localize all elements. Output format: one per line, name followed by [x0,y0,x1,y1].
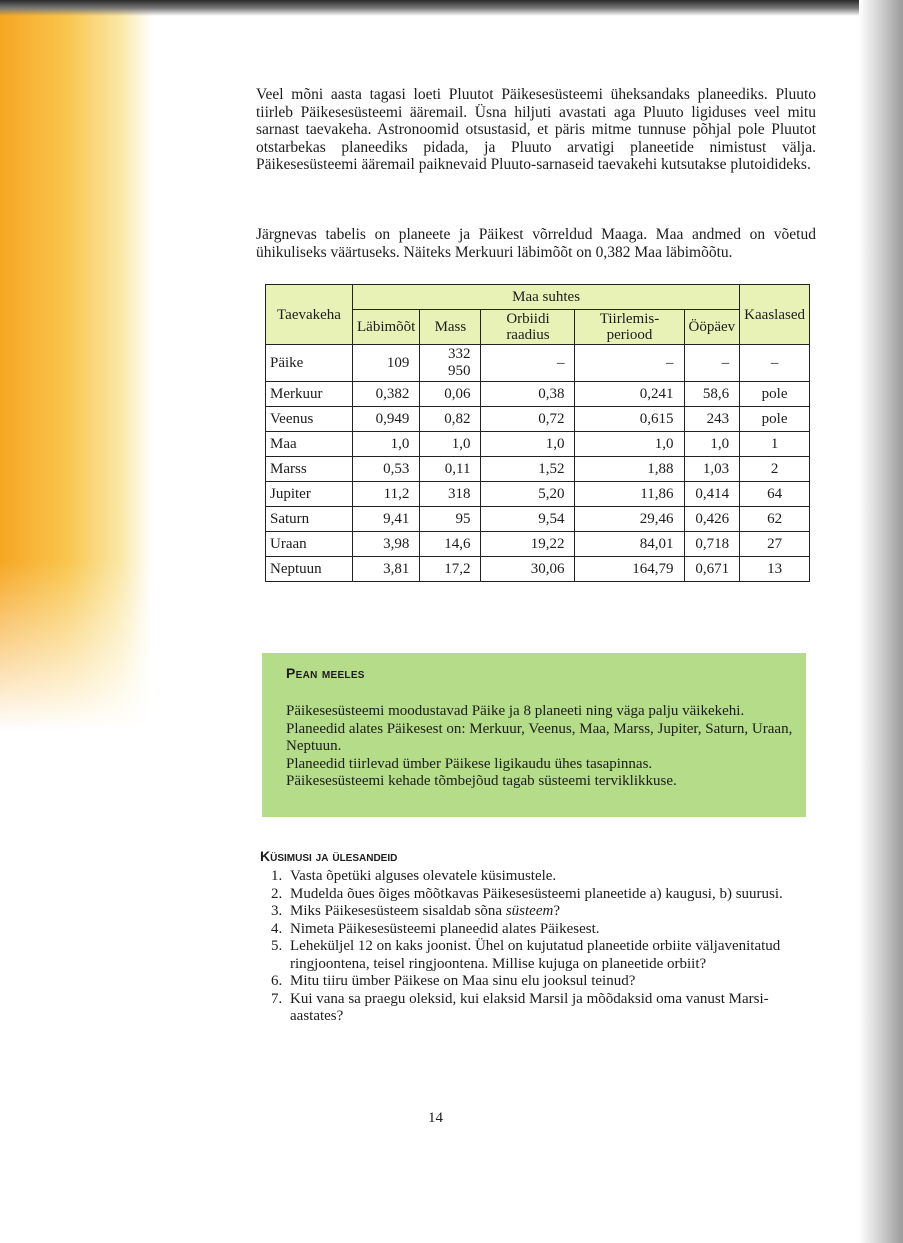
question-item: 3. Miks Päikesesüsteem sisaldab sõna süsteem? [286,903,786,921]
table-row [266,482,810,507]
question-item: 6. Mitu tiiru ümber Päikese on Maa sinu elu jooksul teinud? [286,973,786,991]
table-header-row [266,285,810,310]
cell-mass: 95 [420,507,481,532]
cell-diameter: 3,98 [353,532,420,557]
cell-orbital-period: 29,46 [575,507,684,532]
cell-moons: 13 [740,557,810,582]
cell-diameter: 0,382 [353,382,420,407]
cell-orbit-radius: 19,22 [481,532,575,557]
cell-day-length: 1,0 [684,432,740,457]
cell-day-length: 0,718 [684,532,740,557]
question-item: 5. Leheküljel 12 on kaks joonist. Ühel on kujutatud planeetide orbiite väljavenitatud ringjoontena, teisel ringjoontena. Millise kujuga on planeetide orbiit? [286,938,786,973]
question-item: 2. Mudelda õues õiges mõõtkavas Päikesesüsteemi planeetide a) kaugusi, b) suurusi. [286,886,786,904]
cell-orbital-period: 11,86 [575,482,684,507]
cell-moons: pole [740,382,810,407]
remember-line: Planeedid tiirlevad ümber Päikese ligikaudu ühes tasapinnas. [286,755,653,772]
cell-orbital-period: 84,01 [575,532,684,557]
cell-orbital-period: 1,88 [575,457,684,482]
cell-mass: 17,2 [420,557,481,582]
cell-diameter: 0,949 [353,407,420,432]
table-row [266,382,810,407]
cell-orbit-radius: – [481,345,575,382]
remember-title: Pean meeles [286,665,365,681]
cell-diameter: 109 [353,345,420,382]
table-row [266,507,810,532]
header-mass: Mass [420,310,481,345]
cell-orbital-period: – [575,345,684,382]
cell-day-length: 243 [684,407,740,432]
cell-moons: pole [740,407,810,432]
cell-diameter: 3,81 [353,557,420,582]
remember-line: Päikesesüsteemi kehade tõmbejõud tagab süsteemi terviklikkuse. [286,773,677,789]
table-row [266,457,810,482]
cell-body-name: Marss [266,457,353,482]
cell-orbit-radius: 1,52 [481,457,575,482]
cell-mass: 332 950 [420,345,481,382]
cell-orbit-radius: 9,54 [481,507,575,532]
cell-diameter: 1,0 [353,432,420,457]
table-row [266,407,810,432]
page-number: 14 [428,1110,443,1126]
cell-body-name: Päike [266,345,353,382]
remember-text [286,703,796,791]
header-orbital-period: Tiirlemis-periood [575,310,684,345]
cell-moons: 64 [740,482,810,507]
table-row [266,532,810,557]
cell-diameter: 11,2 [353,482,420,507]
table-body [266,345,810,582]
cell-body-name: Saturn [266,507,353,532]
planet-comparison-table [265,284,810,582]
side-band-fade [0,560,152,1243]
cell-body-name: Merkuur [266,382,353,407]
question-item: 7. Kui vana sa praegu oleksid, kui elaksid Marsil ja mõõdaksid oma vanust Marsi-aastates? [286,991,786,1026]
cell-orbital-period: 0,615 [575,407,684,432]
intro-paragraph-table: Järgnevas tabelis on planeete ja Päikest võrreldud Maaga. Maa andmed on võetud ühikuliseks väärtuseks. Näiteks Merkuuri läbimõõt on 0,382 Maa läbimõõtu. [256,226,816,261]
cell-moons: 62 [740,507,810,532]
scan-right-edge [859,0,903,1243]
cell-body-name: Jupiter [266,482,353,507]
cell-mass: 0,82 [420,407,481,432]
scan-top-edge [0,0,903,16]
cell-moons: 2 [740,457,810,482]
header-body: Taevakeha [266,285,353,345]
cell-day-length: 0,414 [684,482,740,507]
cell-orbit-radius: 1,0 [481,432,575,457]
cell-day-length: 1,03 [684,457,740,482]
book-page [152,16,858,1243]
cell-moons: 27 [740,532,810,557]
header-diameter: Läbimõõt [353,310,420,345]
questions-list [260,868,786,1026]
question-item: 1. Vasta õpetüki alguses olevatele küsimustele. [286,868,786,886]
cell-body-name: Neptuun [266,557,353,582]
cell-moons: 1 [740,432,810,457]
table-row [266,557,810,582]
header-day-length: Ööpäev [684,310,740,345]
remember-line: Planeedid alates Päikesest on: Merkuur, Veenus, Maa, Marss, Jupiter, Saturn, Uraan, Neptuun. [286,720,793,754]
table-row [266,432,810,457]
header-relative-to-earth: Maa suhtes [353,285,740,310]
cell-orbit-radius: 0,38 [481,382,575,407]
cell-day-length: – [684,345,740,382]
cell-orbit-radius: 30,06 [481,557,575,582]
intro-paragraph-pluto: Veel mõni aasta tagasi loeti Pluutot Päikesesüsteemi üheksandaks planeediks. Pluuto tiirleb Päikesesüsteemi ääremail. Üsna hiljuti avastati aga Pluuto ligiduses veel mitu sarnast taevakeha. Astronoomid otsustasid, et päris mitme tunnuse põhjal pole Pluutot otstarbekas planeediks pidada, ja Pluuto arvatigi planeetide nimistust välja. Päikesesüsteemi ääremail paiknevaid Pluuto-sarnaseid taevakehi kutsutakse plutoidideks. [256,86,816,173]
cell-moons: – [740,345,810,382]
cell-day-length: 58,6 [684,382,740,407]
cell-orbit-radius: 5,20 [481,482,575,507]
cell-orbital-period: 164,79 [575,557,684,582]
cell-diameter: 0,53 [353,457,420,482]
table-row [266,345,810,382]
cell-body-name: Uraan [266,532,353,557]
cell-orbit-radius: 0,72 [481,407,575,432]
cell-mass: 14,6 [420,532,481,557]
cell-mass: 318 [420,482,481,507]
cell-body-name: Maa [266,432,353,457]
questions-title: Küsimusi ja ülesandeid [260,848,398,864]
header-orbit-radius: Orbiidi raadius [481,310,575,345]
cell-body-name: Veenus [266,407,353,432]
remember-line: Päikesesüsteemi moodustavad Päike ja 8 planeeti ning väga palju väikekehi. [286,703,745,719]
cell-day-length: 0,426 [684,507,740,532]
cell-mass: 0,06 [420,382,481,407]
header-moons: Kaaslased [740,285,810,345]
cell-orbital-period: 1,0 [575,432,684,457]
cell-day-length: 0,671 [684,557,740,582]
cell-orbital-period: 0,241 [575,382,684,407]
question-item: 4. Nimeta Päikesesüsteemi planeedid alates Päikesest. [286,921,786,939]
cell-mass: 0,11 [420,457,481,482]
remember-box [262,653,806,817]
cell-diameter: 9,41 [353,507,420,532]
cell-mass: 1,0 [420,432,481,457]
